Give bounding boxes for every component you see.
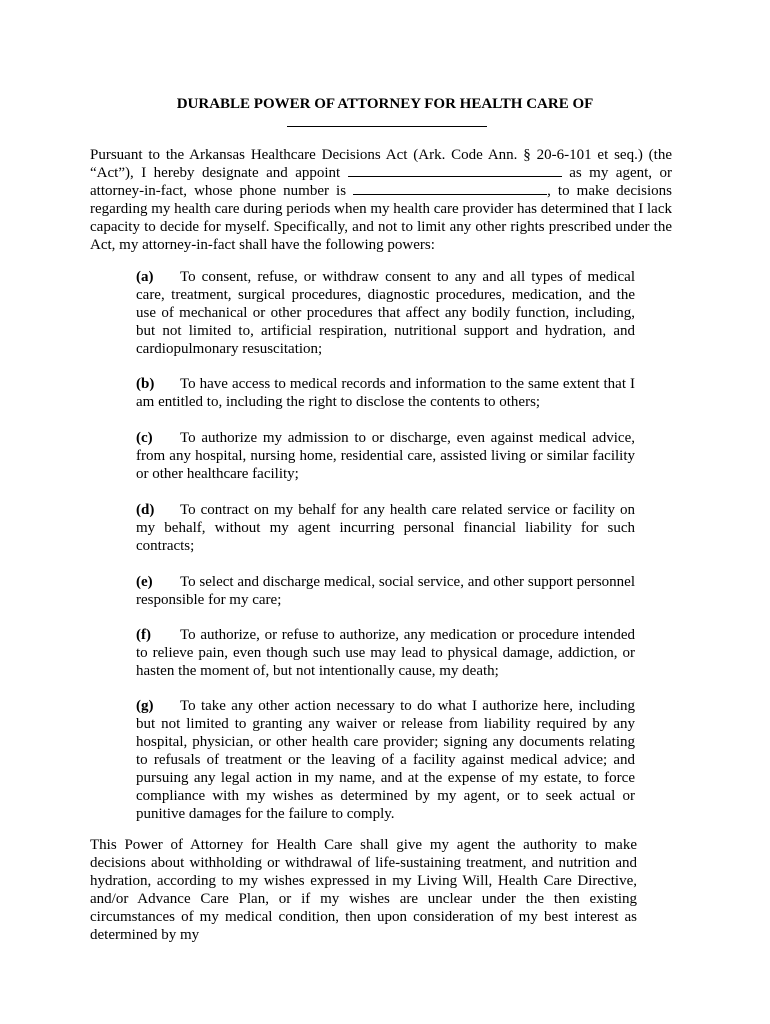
power-label: (b) — [136, 376, 155, 392]
power-item-c — [136, 429, 635, 483]
intro-text-3: , to make decisions regarding my health care during periods when my health care provider has determined that I lack capacity to decide for myself. Specifically, and not to limit any other rights prescribed under the Act, my attorney-in-fact shall have the following powers: — [90, 183, 673, 253]
power-text: To have access to medical records and information to the same extent that I am entitled to, including the right to disclose the contents to others; — [136, 376, 635, 410]
power-item-e — [136, 573, 635, 609]
power-item-d — [136, 501, 635, 555]
intro-text-2: as my agent, or attorney-in-fact, whose phone number is — [90, 165, 673, 199]
closing-paragraph: This Power of Attorney for Health Care shall give my agent the authority to make decisions about withholding or withdrawal of life-sustaining treatment, and nutrition and hydration, according to my wishes expressed in my Living Will, Health Care Directive, and/or Advance Care Plan, or if my wishes are unclear under the then existing circumstances of my medical condition, then upon consideration of my best interest as determined by my — [90, 837, 637, 943]
power-text: To take any other action necessary to do what I authorize here, including but not limited to granting any waiver or release from liability required by any hospital, physician, or other health care provider; signing any documents relating to refusals of treatment or the leaving of a facility against medical advice; and pursuing any legal action in my name, and at the expense of my estate, to force compliance with my wishes as determined by my agent, or to seek actual or punitive damages for the failure to comply. — [136, 698, 635, 822]
agent-phone-blank[interactable] — [353, 182, 547, 195]
power-item-g — [136, 697, 635, 823]
power-item-a — [136, 268, 635, 358]
power-label: (e) — [136, 574, 153, 590]
power-label: (c) — [136, 430, 153, 446]
power-text: To select and discharge medical, social service, and other support personnel responsible for my care; — [136, 574, 635, 608]
agent-name-blank[interactable] — [348, 164, 562, 177]
power-item-f — [136, 626, 635, 680]
power-text: To authorize, or refuse to authorize, any medication or procedure intended to relieve pain, even though such use may lead to physical damage, addiction, or hasten the moment of, but not intentionally cause, my death; — [136, 627, 635, 679]
intro-paragraph — [90, 146, 672, 254]
power-label: (f) — [136, 627, 151, 643]
power-text: To consent, refuse, or withdraw consent to any and all types of medical care, treatment, surgical procedures, diagnostic procedures, medication, and the use of mechanical or other procedures that affect any bodily function, including, but not limited to, artificial respiration, nutritional support and hydration, and cardiopulmonary resuscitation; — [136, 269, 635, 357]
power-label: (g) — [136, 698, 154, 714]
principal-name-blank[interactable] — [287, 126, 487, 127]
intro-text-1: Pursuant to the Arkansas Healthcare Decisions Act (Ark. Code Ann. § 20-6-101 et seq.) (the “Act”), I hereby designate and appoint — [90, 147, 672, 181]
document-title: DURABLE POWER OF ATTORNEY FOR HEALTH CARE OF — [176, 96, 594, 112]
power-item-b — [136, 375, 635, 411]
power-label: (a) — [136, 269, 154, 285]
power-label: (d) — [136, 502, 155, 518]
power-text: To contract on my behalf for any health care related service or facility on my behalf, without my agent incurring personal financial liability for such contracts; — [136, 502, 635, 554]
power-text: To authorize my admission to or discharge, even against medical advice, from any hospital, nursing home, residential care, assisted living or similar facility or other healthcare facility; — [136, 430, 635, 482]
